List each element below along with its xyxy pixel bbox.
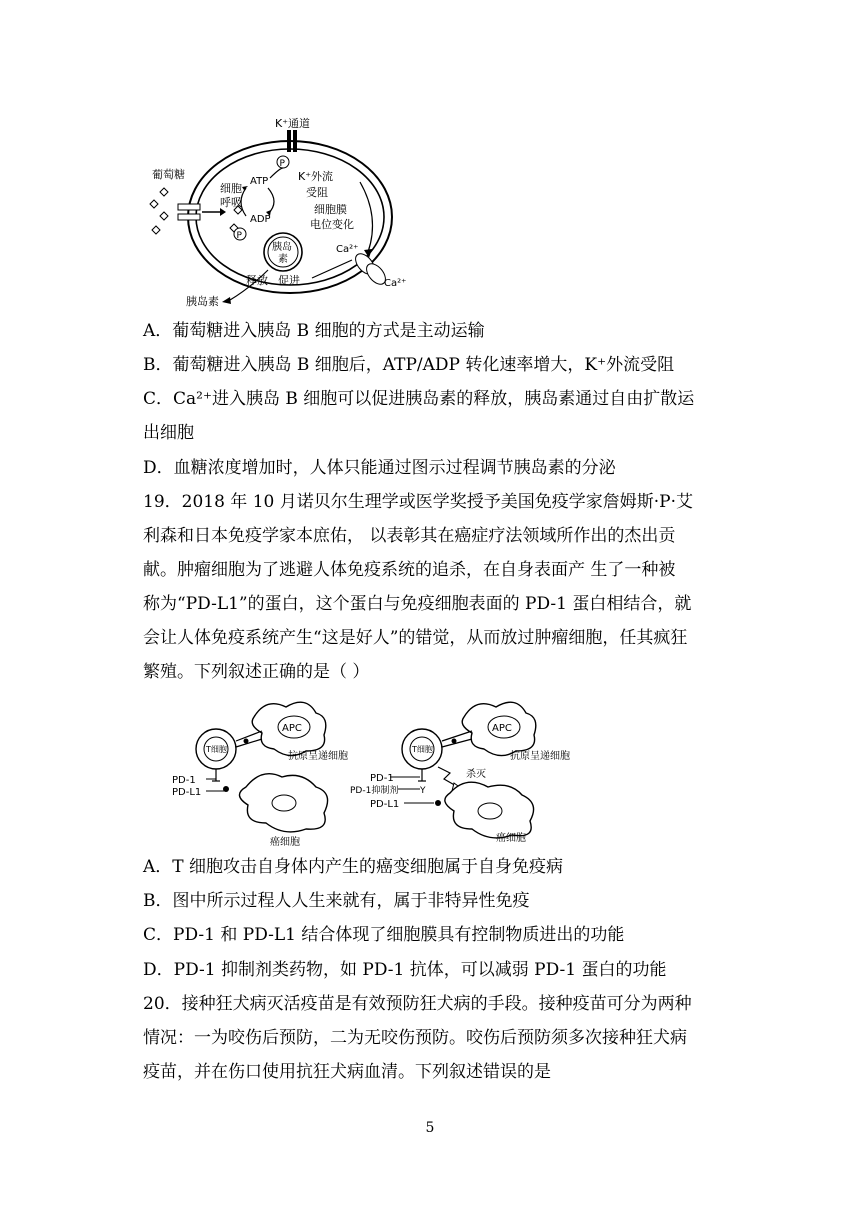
tumor-label: 癌细胞 <box>270 837 300 847</box>
q19-stem-line-3: 献。肿瘤细胞为了逃避人体免疫系统的追杀，在自身表面产 生了一种被 <box>143 560 676 580</box>
svg-text:Y: Y <box>420 786 426 796</box>
q19-stem-line-2: 利森和日本免疫学家本庶佑， 以表彰其在癌症疗法领域所作出的杰出贡 <box>143 526 676 546</box>
k-efflux-label-2: 受阻 <box>306 186 328 199</box>
apc-description-right: 抗原呈递细胞 <box>510 751 570 762</box>
promote-label: 促进 <box>278 274 300 287</box>
q19-stem-line-5: 会让人体免疫系统产生“这是好人”的错觉，从而放过肿瘤细胞，任其疯狂 <box>143 628 688 648</box>
t-cell-label-right: T细胞 <box>412 745 433 754</box>
apc-label: APC <box>282 723 302 734</box>
pd1-label: PD-1 <box>172 775 196 786</box>
q20-stem-line-1: 20．接种狂犬病灭活疫苗是有效预防狂犬病的手段。接种疫苗可分为两种 <box>143 994 692 1014</box>
left-panel <box>172 702 348 847</box>
q19-option-a: A．T 细胞攻击自身体内产生的癌变细胞属于自身免疫病 <box>143 857 564 877</box>
q19-option-d: D．PD-1 抑制剂类药物，如 PD-1 抗体，可以减弱 PD-1 蛋白的功能 <box>143 960 667 980</box>
q19-stem-line-4: 称为“PD-L1”的蛋白，这个蛋白与免疫细胞表面的 PD-1 蛋白相结合，就 <box>143 594 692 614</box>
membrane-label-2: 电位变化 <box>310 218 354 231</box>
apc-label-right: APC <box>492 723 512 734</box>
q20-stem-line-3: 疫苗，并在伤口使用抗狂犬病血清。下列叙述错误的是 <box>143 1062 551 1082</box>
ca-in-label: Ca²⁺ <box>336 244 359 255</box>
phosphate-label-2: P <box>236 231 242 241</box>
q18-option-c-cont: 出细胞 <box>143 423 194 443</box>
adp-label: ADP <box>250 214 271 225</box>
atp-label: ATP <box>250 176 269 187</box>
pdl1-label-right: PD-L1 <box>370 799 400 810</box>
q19-stem-line-6: 繁殖。下列叙述正确的是（ ） <box>143 662 370 682</box>
right-panel <box>350 702 570 844</box>
pdl1-label: PD-L1 <box>172 787 202 798</box>
respiration-label-1: 细胞 <box>220 182 242 195</box>
insulin-out-label: 胰岛素 <box>186 295 219 308</box>
q19-stem-line-1: 19．2018 年 10 月诺贝尔生理学或医学奖授予美国免疫学家詹姆斯·P·艾 <box>143 492 693 512</box>
insulin-secretion-diagram <box>140 112 430 312</box>
q19-option-c: C．PD-1 和 PD-L1 结合体现了细胞膜具有控制物质进出的功能 <box>143 925 625 945</box>
q18-option-a: A．葡萄糖进入胰岛 B 细胞的方式是主动运输 <box>143 321 485 341</box>
k-efflux-label-1: K⁺外流 <box>298 170 334 183</box>
q19-option-b: B．图中所示过程人人生来就有，属于非特异性免疫 <box>143 891 530 911</box>
membrane-label-1: 细胞膜 <box>314 203 347 216</box>
q18-option-d: D．血糖浓度增加时，人体只能通过图示过程调节胰岛素的分泌 <box>143 458 616 478</box>
t-cell-label: T细胞 <box>206 745 227 754</box>
k-channel-label: K⁺通道 <box>275 117 311 130</box>
inhibitor-label: PD-1抑制剂 <box>350 786 399 796</box>
glucose-label: 葡萄糖 <box>152 168 185 181</box>
page-number: 5 <box>425 1120 435 1136</box>
q20-stem-line-2: 情况：一为咬伤后预防，二为无咬伤预防。咬伤后预防须多次接种狂犬病 <box>143 1028 687 1048</box>
apc-description: 抗原呈递细胞 <box>288 751 348 762</box>
respiration-label-2: 呼吸 <box>220 196 242 209</box>
phosphate-label: P <box>279 159 285 169</box>
pd1-pdl1-diagram <box>166 695 586 847</box>
release-label: 释放 <box>246 274 268 287</box>
ca-out-label: Ca²⁺ <box>384 278 407 289</box>
insulin-vesicle-label-2: 素 <box>278 254 288 265</box>
q18-option-b: B．葡萄糖进入胰岛 B 细胞后，ATP/ADP 转化速率增大，K⁺外流受阻 <box>143 355 675 375</box>
q18-option-c: C．Ca²⁺进入胰岛 B 细胞可以促进胰岛素的释放，胰岛素通过自由扩散运 <box>143 389 695 409</box>
pd1-label-right: PD-1 <box>370 773 394 784</box>
kill-label: 杀灭 <box>466 769 486 780</box>
tumor-label-right: 癌细胞 <box>496 833 526 844</box>
insulin-vesicle-label-1: 胰岛 <box>272 242 292 253</box>
